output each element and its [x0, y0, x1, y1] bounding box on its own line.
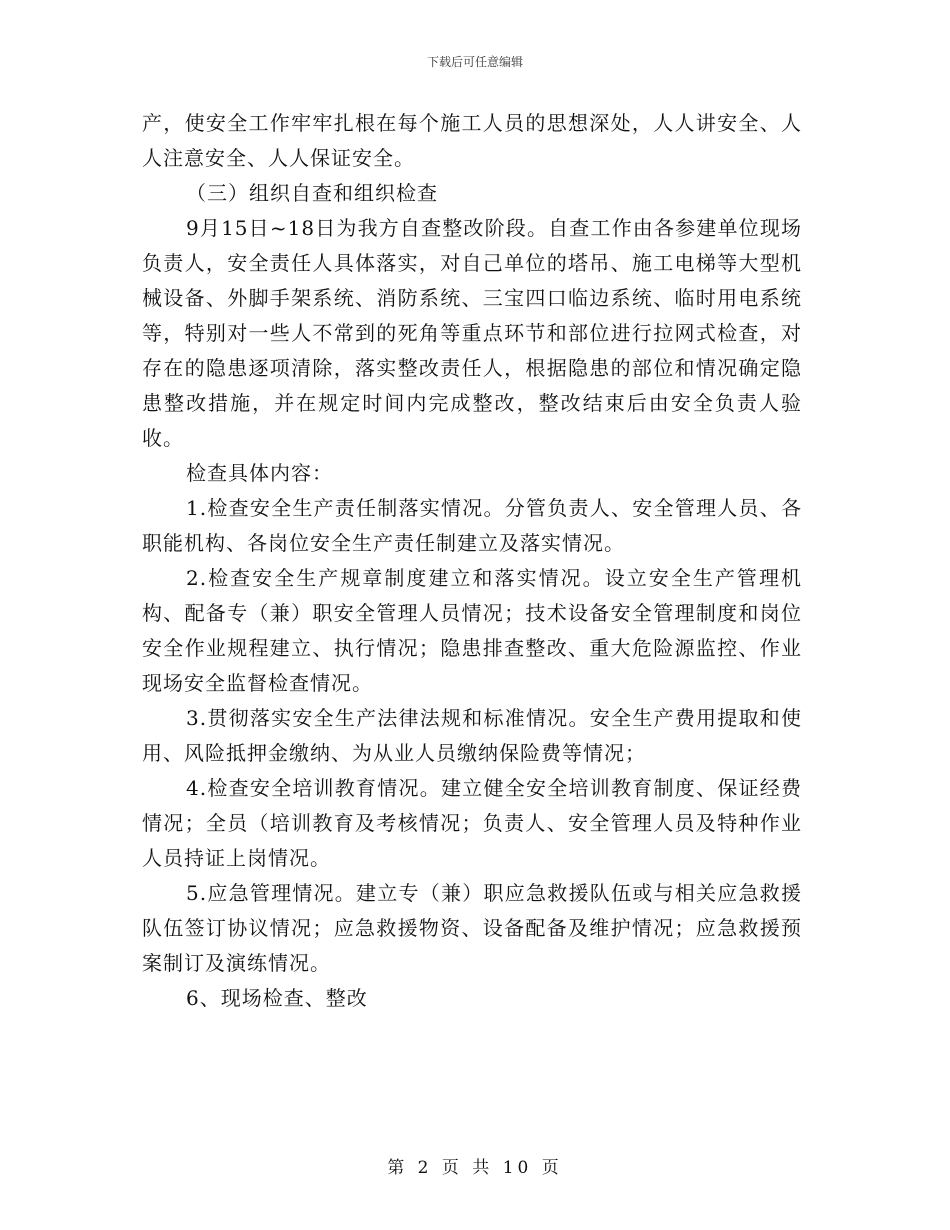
list-item-site-inspection: 6、现场检查、整改: [186, 986, 368, 1010]
list-item-emergency-management: 5.应急管理情况。建立专（兼）职应急救援队伍或与相关应急救援队伍签订协议情况；应急救援物资、设备配备及维护情况；应急救援预案制订及演练情况。: [142, 881, 802, 975]
list-item-rules-regulations: 2.检查安全生产规章制度建立和落实情况。设立安全生产管理机构、配备专（兼）职安全管理人员情况；技术设备安全管理制度和岗位安全作业规程建立、执行情况；隐患排查整改、重大危险源监控、作业现场安全监督检查情况。: [142, 566, 802, 695]
page-number-footer: 第 2 页 共 10 页: [387, 1158, 563, 1178]
list-item-laws-standards: 3.贯彻落实安全生产法律法规和标准情况。安全生产费用提取和使用、风险抵押金缴纳、为从业人员缴纳保险费等情况；: [142, 706, 802, 765]
document-body: [142, 106, 802, 1016]
section-heading-self-inspection: （三）组织自查和组织检查: [186, 181, 438, 205]
paragraph-self-inspection-schedule: 9月15日~18日为我方自查整改阶段。自查工作由各参建单位现场负责人，安全责任人具体落实，对自己单位的塔吊、施工电梯等大型机械设备、外脚手架系统、消防系统、三宝四口临边系统、临时用电系统等，特别对一些人不常到的死角等重点环节和部位进行拉网式检查，对存在的隐患逐项清除，落实整改责任人，根据隐患的部位和情况确定隐患整改措施，并在规定时间内完成整改，整改结束后由安全负责人验收。: [142, 216, 802, 450]
paragraph-inspection-contents-label: 检查具体内容：: [186, 461, 333, 485]
paragraph-continuation: 产，使安全工作牢牢扎根在每个施工人员的思想深处，人人讲安全、人人注意安全、人人保证安全。: [142, 111, 802, 170]
page-header-note: 下载后可任意编辑: [426, 55, 523, 69]
list-item-responsibility-system: 1.检查安全生产责任制落实情况。分管负责人、安全管理人员、各职能机构、各岗位安全生产责任制建立及落实情况。: [142, 496, 802, 555]
list-item-safety-training: 4.检查安全培训教育情况。建立健全安全培训教育制度、保证经费情况；全员（培训教育及考核情况；负责人、安全管理人员及特种作业人员持证上岗情况。: [142, 776, 802, 870]
